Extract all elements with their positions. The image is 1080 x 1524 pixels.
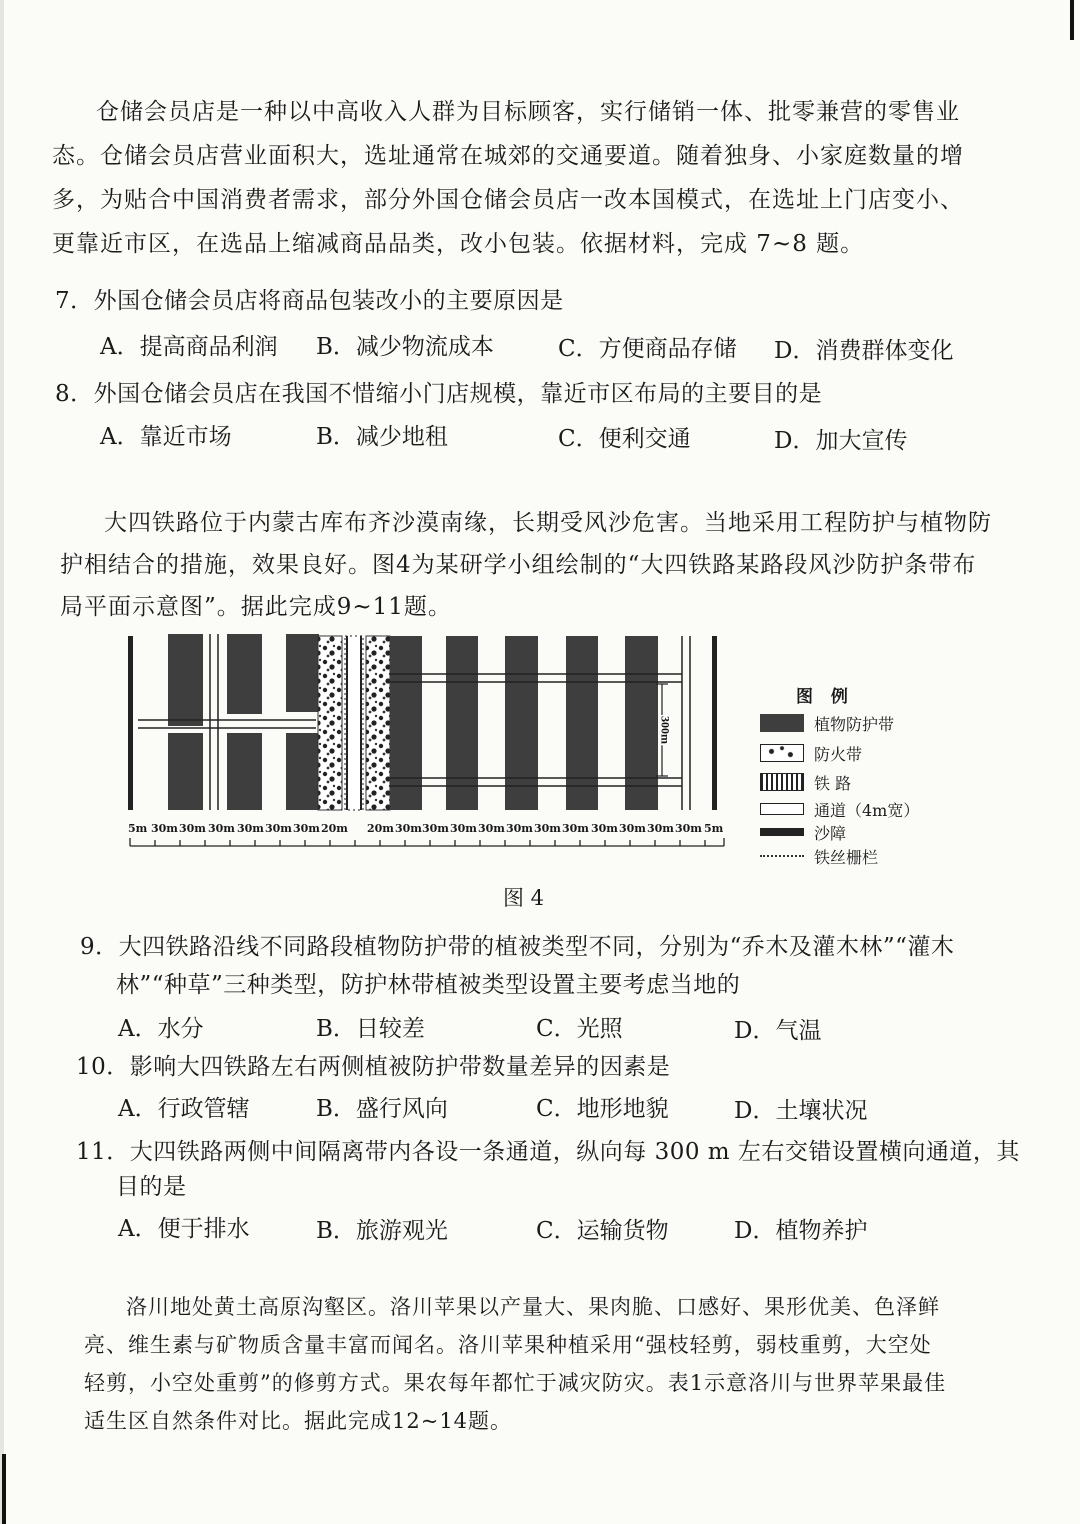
question-9-option-c[interactable]: C．光照 (536, 1016, 623, 1042)
scale-label: 30m (237, 822, 264, 835)
question-7-option-b[interactable]: B．减少物流成本 (316, 334, 494, 360)
legend-label: 植物防护带 (814, 714, 895, 734)
question-8-option-d[interactable]: D．加大宣传 (774, 428, 908, 454)
vegetation-belts-right (390, 636, 658, 810)
passage-1-line: 态。仓储会员店营业面积大，选址通常在城郊的交通要道。随着独身、小家庭数量的增 (52, 143, 964, 169)
question-11-option-c[interactable]: C．运输货物 (536, 1218, 669, 1244)
question-8-option-a[interactable]: A．靠近市场 (100, 424, 232, 450)
question-11-stem-line: 目的是 (116, 1174, 187, 1200)
question-8-stem: 8．外国仓储会员店在我国不惜缩小门店规模，靠近市区布局的主要目的是 (55, 381, 823, 407)
passage-3-line: 适生区自然条件对比。据此完成12~14题。 (84, 1409, 513, 1433)
scale-label: 5m (128, 822, 148, 835)
scale-label: 30m (478, 822, 505, 835)
scale-label: 30m (534, 822, 561, 835)
question-11-stem-line: 11．大四铁路两侧中间隔离带内各设一条通道，纵向每 300 m 左右交错设置横向通道，其 (76, 1139, 1020, 1165)
legend-item-vegetation-belt (760, 712, 894, 734)
legend-item-wire-fence (760, 845, 878, 867)
scale-label: 30m (395, 822, 422, 835)
railway-swatch-icon (760, 773, 804, 791)
railway (345, 636, 363, 810)
question-7-option-d[interactable]: D．消费群体变化 (774, 338, 954, 364)
vegetation-belt-swatch-icon (760, 714, 804, 732)
question-7-option-c[interactable]: C．方便商品存储 (558, 336, 737, 362)
passage-2-line: 局平面示意图”。据此完成9~11题。 (60, 594, 452, 620)
question-9-stem-line: 林”“种草”三种类型，防护林带植被类型设置主要考虑当地的 (116, 972, 741, 998)
scale-label: 30m (293, 822, 320, 835)
scale-label: 30m (675, 822, 702, 835)
question-9-option-d[interactable]: D．气温 (734, 1018, 822, 1044)
legend-item-railway (760, 771, 851, 793)
passage-1-line: 更靠近市区，在选品上缩减商品品类，改小包装。依据材料，完成 7~8 题。 (52, 231, 865, 257)
legend-item-fire-belt (760, 742, 862, 764)
passage-swatch-icon (760, 803, 804, 815)
passage-2-line: 护相结合的措施，效果良好。图4为某研学小组绘制的“大四铁路某路段风沙防护条带布 (60, 552, 977, 578)
question-9-option-b[interactable]: B．日较差 (316, 1016, 425, 1042)
question-10-stem: 10．影响大四铁路左右两侧植被防护带数量差异的因素是 (76, 1054, 671, 1080)
legend-label: 防火带 (814, 744, 863, 764)
scale-label: 30m (562, 822, 589, 835)
legend-item-passage (760, 798, 919, 820)
question-10-option-b[interactable]: B．盛行风向 (316, 1096, 448, 1122)
scale-label: 30m (619, 822, 646, 835)
question-9-option-a[interactable]: A．水分 (118, 1016, 204, 1042)
question-10-option-d[interactable]: D．土壤状况 (734, 1098, 868, 1124)
legend-label: 沙障 (814, 823, 847, 843)
scale-label: 30m (179, 822, 206, 835)
legend-item-sand-barrier (760, 821, 846, 843)
passage-1-line: 多，为贴合中国消费者需求，部分外国仓储会员店一改本国模式，在选址上门店变小、 (52, 187, 964, 213)
passage-3 (84, 1288, 947, 1440)
question-7-stem: 7．外国仓储会员店将商品包装改小的主要原因是 (55, 288, 564, 314)
question-9-stem-line: 9．大四铁路沿线不同路段植物防护带的植被类型不同，分别为“乔木及灌木林”“灌木 (80, 934, 955, 960)
scale-label: 30m (450, 822, 477, 835)
scale-label: 30m (591, 822, 618, 835)
scale-label: 30m (265, 822, 292, 835)
passage-3-line: 洛川地处黄土高原沟壑区。洛川苹果以产量大、果肉脆、口感好、果形优美、色泽鲜 (126, 1295, 940, 1319)
fire-belt-swatch-icon (760, 744, 804, 762)
question-8-option-b[interactable]: B．减少地租 (316, 424, 448, 450)
vegetation-belts-left (168, 634, 319, 810)
question-10-option-a[interactable]: A．行政管辖 (118, 1096, 250, 1122)
question-10-option-c[interactable]: C．地形地貌 (536, 1096, 669, 1122)
question-7-option-a[interactable]: A．提高商品利润 (100, 334, 278, 360)
scale-label: 5m (704, 822, 724, 835)
fire-belt-right (366, 636, 390, 810)
passage-3-line: 亮、维生素与矿物质含量丰富而闻名。洛川苹果种植采用“强枝轻剪，弱枝重剪，大空处 (84, 1333, 932, 1357)
passage-1-line: 仓储会员店是一种以中高收入人群为目标顾客，实行储销一体、批零兼营的零售业 (96, 99, 960, 125)
sand-barrier-right (712, 636, 717, 810)
wire-fence-swatch-icon (760, 855, 804, 857)
question-8-option-c[interactable]: C．便利交通 (558, 426, 691, 452)
scale-label: 20m (321, 822, 348, 835)
scan-mark-left (2, 1454, 6, 1524)
sand-barrier-swatch-icon (760, 828, 804, 836)
scale-label: 30m (647, 822, 674, 835)
figure-caption: 图 4 (503, 886, 545, 910)
question-11-option-b[interactable]: B．旅游观光 (316, 1218, 448, 1244)
legend-label: 通道（4m宽） (814, 800, 920, 820)
scale-label: 30m (151, 822, 178, 835)
scale-label: 20m (367, 822, 394, 835)
sand-barrier-left (128, 636, 133, 810)
passage-3-line: 轻剪，小空处重剪”的修剪方式。果农每年都忙于减灾防灾。表1示意洛川与世界苹果最佳 (84, 1371, 947, 1395)
legend-label: 铁 路 (814, 773, 852, 793)
scale-bar (130, 838, 724, 846)
fire-belt-left (318, 636, 342, 810)
scale-label: 30m (422, 822, 449, 835)
dimension-300m-label: 300m (658, 716, 673, 744)
scale-label: 30m (208, 822, 235, 835)
question-11-option-d[interactable]: D．植物养护 (734, 1218, 868, 1244)
legend-label: 铁丝栅栏 (814, 847, 879, 867)
scale-label: 30m (506, 822, 533, 835)
legend-title: 图 例 (796, 687, 854, 707)
passage-2-line: 大四铁路位于内蒙古库布齐沙漠南缘，长期受风沙危害。当地采用工程防护与植物防 (104, 510, 992, 536)
question-11-option-a[interactable]: A．便于排水 (118, 1216, 250, 1242)
